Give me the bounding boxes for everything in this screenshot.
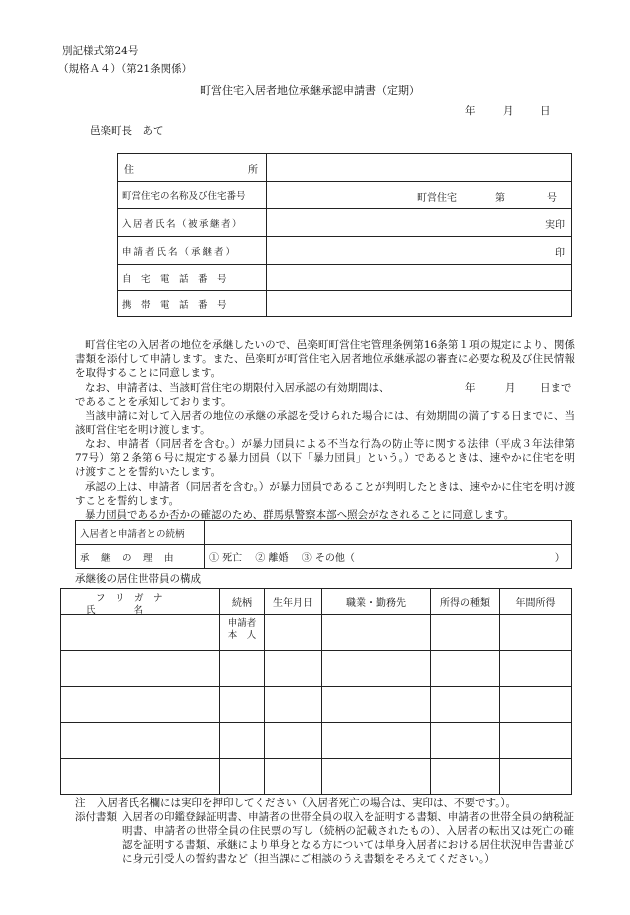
table-row [61, 759, 572, 795]
relation-table [75, 520, 572, 569]
col-name-header [61, 589, 220, 615]
table-row [61, 651, 572, 687]
housing-name-label: 町営住宅の名称及び住宅番号 [118, 182, 267, 209]
address-field[interactable] [267, 154, 572, 182]
address-label-right: 所 [248, 165, 258, 176]
relation-field[interactable] [220, 687, 265, 723]
col-income-type: 所得の種類 [431, 589, 500, 615]
date-day: 日 [540, 105, 551, 117]
housing-dai: 第 [495, 193, 505, 204]
table-row [61, 723, 572, 759]
applicant-table [117, 153, 572, 317]
relation-field[interactable] [220, 723, 265, 759]
col-relation: 続柄 [220, 589, 265, 615]
name-field[interactable] [61, 651, 220, 687]
name-field[interactable] [61, 759, 220, 795]
applicant-mark-1: 申請者 [227, 618, 257, 629]
household-heading: 承継後の居住世帯員の構成 [75, 573, 201, 585]
form-number: 別記様式第24号 [62, 45, 139, 57]
name-field[interactable] [61, 723, 220, 759]
address-label-left: 住 [124, 165, 134, 176]
applicant-name-field[interactable] [267, 237, 572, 265]
job-field[interactable] [322, 615, 431, 651]
form-spec: （規格Ａ４）（第21条関係） [58, 63, 193, 75]
income-field[interactable] [500, 651, 572, 687]
income-field[interactable] [500, 723, 572, 759]
applicant-seal: 印 [555, 248, 565, 259]
applicant-mark-cell [220, 615, 265, 651]
table-row [61, 615, 572, 651]
income-type-field[interactable] [431, 759, 500, 795]
relation-label: 入居者と申請者との続柄 [76, 521, 205, 545]
relation-field[interactable] [205, 521, 572, 545]
home-phone-label: 自 宅 電 話 番 号 [118, 265, 267, 291]
name-field[interactable] [61, 687, 220, 723]
housing-prefix: 町営住宅 [417, 193, 457, 204]
attach-label: 添付書類 [75, 811, 117, 823]
paragraph-3: 当該申請に対して入居者の地位の承継の承認を受けられた場合には、有効期間の満了する日までに、当該町営住宅を明け渡します。 [75, 410, 575, 437]
job-field[interactable] [322, 723, 431, 759]
col-name: 氏 名 [86, 605, 144, 616]
relation-field[interactable] [220, 651, 265, 687]
col-job: 職業・勤務先 [322, 589, 431, 615]
resident-name-label: 入居者氏名（被承継者） [118, 209, 267, 237]
mobile-phone-label: 携 帯 電 話 番 号 [118, 291, 267, 317]
birth-field[interactable] [265, 615, 322, 651]
paragraph-2b: であることを承知しております。 [75, 396, 232, 408]
income-field[interactable] [500, 687, 572, 723]
mobile-phone-field[interactable] [267, 291, 572, 317]
income-type-field[interactable] [431, 723, 500, 759]
note-label: 注 [75, 797, 86, 809]
date-month: 月 [503, 105, 514, 117]
reason-options[interactable]: ① 死亡 ② 離婚 ③ その他（ ） [205, 545, 572, 569]
birth-field[interactable] [265, 651, 322, 687]
paragraph-1: 町営住宅の入居者の地位を承継したいので、邑楽町町営住宅管理条例第16条第１項の規定により、関係書類を添付して申請します。また、邑楽町が町営住宅入居者地位承継承認の審査に必要な税及び住民情報を取得することに同意します。 [75, 339, 575, 380]
birth-field[interactable] [265, 723, 322, 759]
addressee: 邑楽町長 あて [90, 125, 164, 137]
note-text: 入居者氏名欄には実印を押印してください（入居者死亡の場合は、実印は、不要です。）。 [97, 797, 517, 809]
job-field[interactable] [322, 651, 431, 687]
address-label-cell [118, 154, 267, 182]
housing-name-field[interactable] [267, 182, 572, 209]
resident-name-field[interactable] [267, 209, 572, 237]
housing-go: 号 [547, 193, 557, 204]
paragraph-2a: なお、申請者は、当該町営住宅の期限付入居承認の有効期間は、 [85, 382, 390, 394]
resident-seal: 実印 [545, 220, 565, 231]
paragraph-2-month: 月 [505, 382, 516, 394]
paragraph-2-year: 年 [465, 382, 476, 394]
birth-field[interactable] [265, 759, 322, 795]
income-type-field[interactable] [431, 687, 500, 723]
job-field[interactable] [322, 759, 431, 795]
relation-field[interactable] [220, 759, 265, 795]
income-field[interactable] [500, 759, 572, 795]
paragraph-2-day: 日まで [540, 382, 572, 394]
birth-field[interactable] [265, 687, 322, 723]
page-title: 町営住宅入居者地位承継承認申請書（定期） [200, 84, 420, 97]
reason-label: 承 継 の 理 由 [76, 545, 205, 569]
home-phone-field[interactable] [267, 265, 572, 291]
name-field[interactable] [61, 615, 220, 651]
attach-text: 入居者の印鑑登録証明書、申請者の世帯全員の収入を証明する書類、申請者の世帯全員の納税証明書、申請者の世帯全員の住民票の写し（続柄の記載されたもの）、入居者の転出又は死亡の確認を証明する書類、承継により単身となる方については単身入居者における居住状況申告書並びに身元引受人の誓約書など（担当課にご相談のうえ書類をそろえてください。） [122, 811, 574, 865]
date-year: 年 [465, 105, 476, 117]
income-field[interactable] [500, 615, 572, 651]
income-type-field[interactable] [431, 615, 500, 651]
col-income: 年間所得 [500, 589, 572, 615]
col-birth: 生年月日 [265, 589, 322, 615]
income-type-field[interactable] [431, 651, 500, 687]
table-row [61, 687, 572, 723]
paragraph-5: 承認の上は、申請者（同居者を含む。）が暴力団員であることが判明したときは、速やかに住宅を明け渡すことを誓約します。 [75, 481, 575, 508]
applicant-mark-2: 本 人 [227, 630, 257, 641]
job-field[interactable] [322, 687, 431, 723]
paragraph-6: 暴力団員であるか否かの確認のため、群馬県警察本部へ照会がなされることに同意します。 [85, 509, 515, 521]
col-furigana: フ リ ガ ナ [96, 593, 163, 604]
paragraph-4: なお、申請者（同居者を含む。）が暴力団員による不当な行為の防止等に関する法律（平成３年法律第77号）第２条第６号に規定する暴力団員（以下「暴力団員」という。）であるときは、速やかに住宅を明け渡すことを誓約いたします。 [75, 438, 575, 479]
applicant-name-label: 申請者氏名（承継者） [118, 237, 267, 265]
household-table [60, 588, 572, 795]
